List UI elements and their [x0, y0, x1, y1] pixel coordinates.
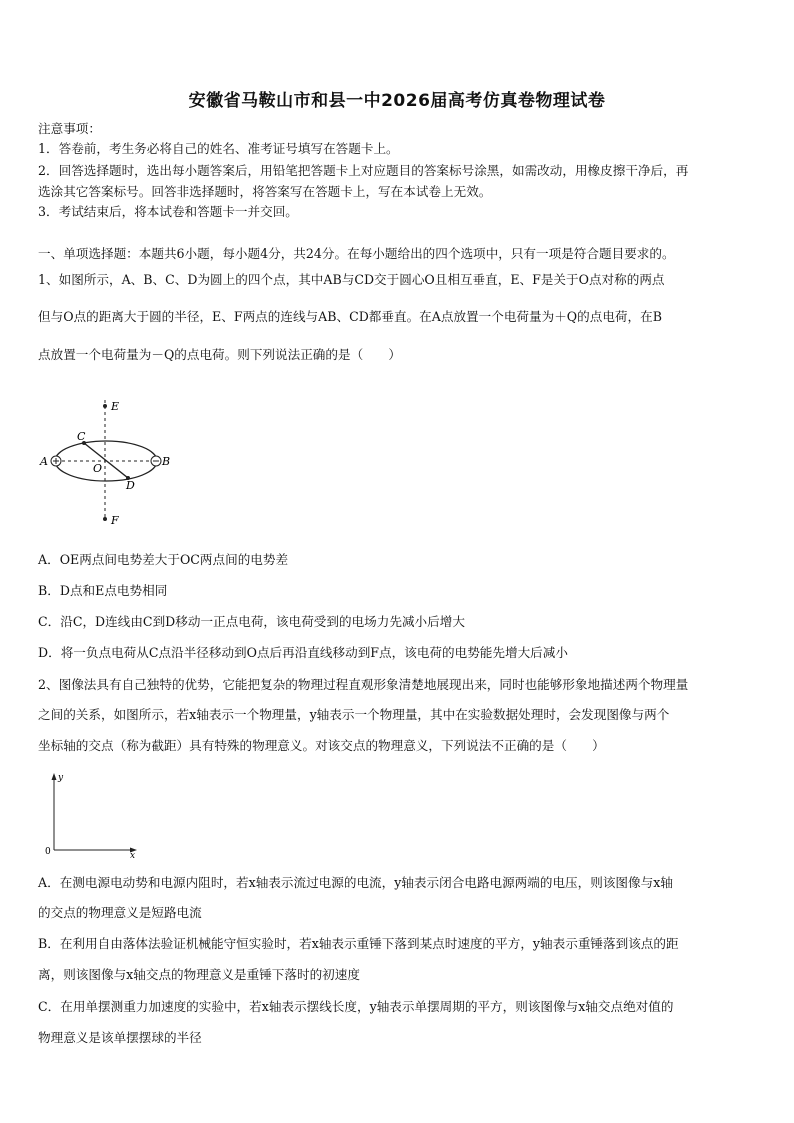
question-1-text: 1、如图所示，A、B、C、D为圆上的四个点，其中AB与CD交于圆心O且相互垂直，E、F是关于O点对称的两点 — [38, 272, 665, 287]
label-f: F — [111, 514, 119, 527]
label-d: D — [126, 479, 135, 492]
axes-figure — [40, 770, 150, 862]
label-e: E — [111, 400, 120, 413]
y-axis-label: y — [58, 773, 64, 783]
question-2-option: 的交点的物理意义是短路电流 — [38, 905, 202, 920]
question-2-text: 坐标轴的交点（称为截距）具有特殊的物理意义。对该交点的物理意义，下列说法不正确的是（ ） — [38, 738, 605, 753]
question-1-option: B．D点和E点电势相同 — [38, 583, 168, 598]
x-axis-label: x — [130, 851, 136, 861]
notice-item: 1．答卷前，考生务必将自己的姓名、准考证号填写在答题卡上。 — [38, 141, 399, 156]
cd-line — [84, 443, 128, 478]
question-2-option: 物理意义是该单摆摆球的半径 — [38, 1030, 202, 1045]
question-2-text: 2、图像法具有自己独特的优势，它能把复杂的物理过程直观形象清楚地展现出来，同时也能够形象地描述两个物理量 — [38, 677, 689, 692]
notice-item: 2．回答选择题时，选出每小题答案后，用铅笔把答题卡上对应题目的答案标号涂黑，如需改动，用橡皮擦干净后，再 — [38, 163, 689, 178]
label-o: O — [93, 462, 103, 475]
notice-item: 选涂其它答案标号。回答非选择题时，将答案写在答题卡上，写在本试卷上无效。 — [38, 184, 492, 199]
question-2-option: A．在测电源电动势和电源内阻时，若x轴表示流过电源的电流，y轴表示闭合电路电源两端的电压，则该图像与x轴 — [38, 875, 673, 890]
question-1-option: A．OE两点间电势差大于OC两点间的电势差 — [38, 552, 289, 567]
label-b: B — [162, 455, 171, 468]
origin-label: 0 — [45, 847, 51, 857]
point-f — [103, 517, 107, 521]
question-2-text: 之间的关系，如图所示，若x轴表示一个物理量，y轴表示一个物理量，其中在实验数据处理时，会发现图像与两个 — [38, 707, 670, 722]
section-heading: 一、单项选择题：本题共6小题，每小题4分，共24分。在每小题给出的四个选项中，只有一项是符合题目要求的。 — [38, 246, 675, 261]
y-arrow-icon — [52, 773, 57, 780]
label-a: A — [40, 455, 48, 468]
question-2-option: B．在利用自由落体法验证机械能守恒实验时，若x轴表示重锤下落到某点时速度的平方，y轴表示重锤落到该点的距 — [38, 936, 679, 951]
page-title: 安徽省马鞍山市和县一中2026届高考仿真卷物理试卷 — [188, 91, 606, 111]
point-e — [103, 404, 107, 408]
question-2-option: C．在用单摆测重力加速度的实验中，若x轴表示摆线长度，y轴表示单摆周期的平方，则该图像与x轴交点绝对值的 — [38, 999, 674, 1014]
question-1-option: D．将一负点电荷从C点沿半径移动到O点后再沿直线移动到F点，该电荷的电势能先增大后减小 — [38, 645, 568, 660]
notice-heading: 注意事项： — [38, 121, 101, 136]
question-1-text: 但与O点的距离大于圆的半径，E、F两点的连线与AB、CD都垂直。在A点放置一个电荷量为＋Q的点电荷，在B — [38, 309, 662, 324]
notice-item: 3．考试结束后，将本试卷和答题卡一并交回。 — [38, 204, 298, 219]
question-1-option: C．沿C，D连线由C到D移动一正点电荷，该电荷受到的电场力先减小后增大 — [38, 614, 465, 629]
label-c: C — [77, 430, 86, 443]
question-2-option: 离，则该图像与x轴交点的物理意义是重锤下落时的初速度 — [38, 967, 360, 982]
circle-charges-figure — [34, 392, 184, 532]
question-1-text: 点放置一个电荷量为－Q的点电荷。则下列说法正确的是（ ） — [38, 347, 401, 362]
